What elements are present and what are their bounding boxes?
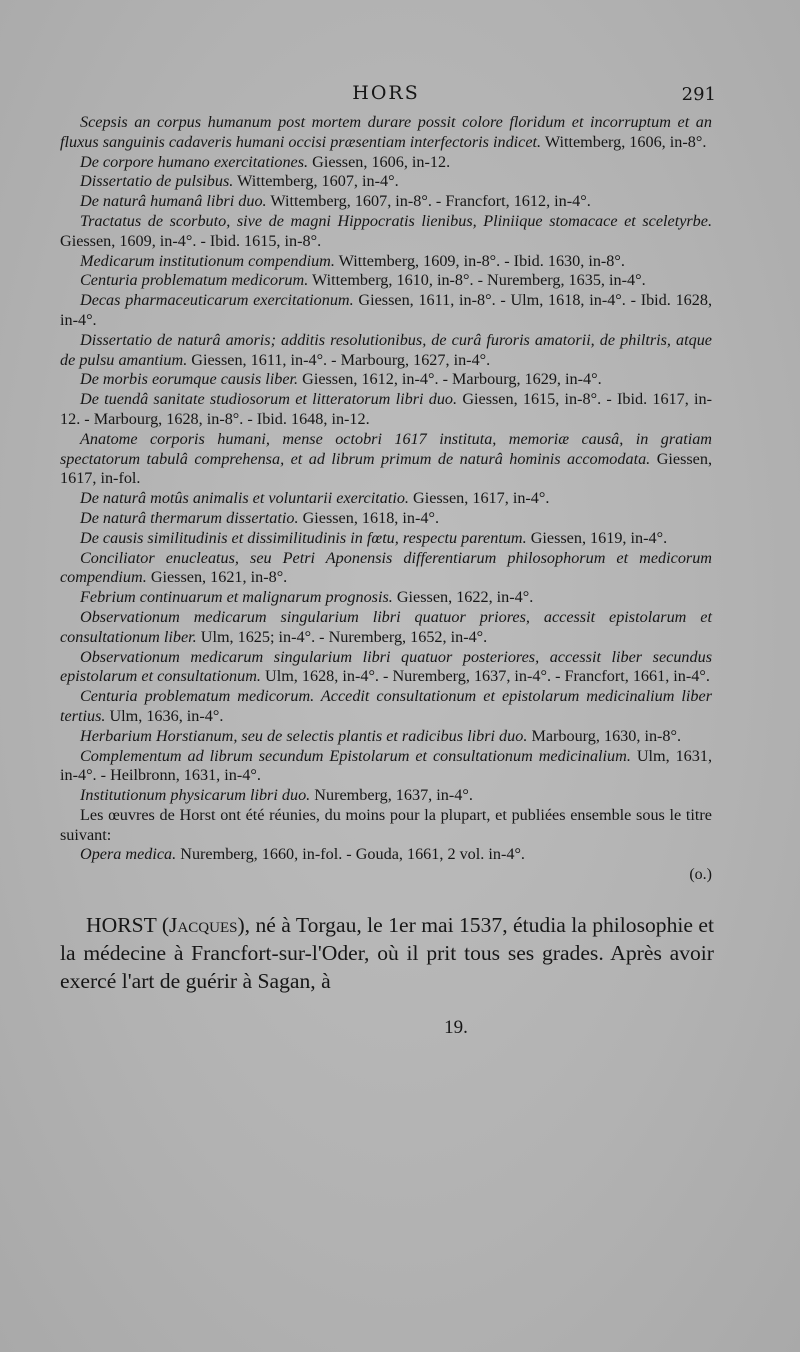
bibliography-entry xyxy=(60,608,712,648)
entry-title: Observationum medicarum singularium libri quatuor priores, accessit epistolarum et consultationum liber. xyxy=(60,607,712,646)
entry-title: Opera medica. xyxy=(80,845,177,864)
bibliography-entry xyxy=(60,786,712,806)
bibliography-entry xyxy=(60,172,712,192)
bibliography-entry xyxy=(60,489,712,509)
bibliography-entry xyxy=(60,529,712,549)
bibliography-entry xyxy=(60,192,712,212)
entry-imprint: Giessen, 1611, in-8°. - Ulm, 1618, in-4°. - Ibid. 1628, in-4°. xyxy=(60,291,712,329)
entry-imprint: Wittemberg, 1607, in-4°. xyxy=(233,172,399,191)
bibliography-entry xyxy=(60,509,712,529)
entry-title: Febrium continuarum et malignarum prognosis. xyxy=(80,588,393,607)
entry-title: Anatome corporis humani, mense octobri 1617 instituta, memoriæ causâ, in gratiam spectatorum tabulâ comprehensa, et ad librum primum de naturâ hominis accomodata. xyxy=(60,429,712,468)
page-number: 291 xyxy=(681,84,716,105)
entry-imprint: Ulm, 1625; in-4°. - Nuremberg, 1652, in-4°. xyxy=(196,627,488,646)
entry-imprint: Giessen, 1612, in-4°. - Marbourg, 1629, in-4°. xyxy=(298,370,602,389)
entry-imprint: Giessen, 1615, in-8°. - Ibid. 1617, in-12. - Marbourg, 1628, in-8°. - Ibid. 1648, in-12. xyxy=(60,390,712,428)
bibliography-entry xyxy=(60,727,712,747)
entry-imprint: Giessen, 1617, in-4°. xyxy=(408,489,550,508)
entry-title: Observationum medicarum singularium libri quatuor posteriores, accessit liber secundus epistolarum et consultationum. xyxy=(60,647,712,686)
entry-imprint: Giessen, 1617, in-fol. xyxy=(60,449,712,488)
bio-text: né à Torgau, le 1er mai 1537, étudia la philosophie et la médecine à Francfort-sur-l'Oder, où il prit tous ses grades. Après avoir exercé l'art de guérir à Sagan, à xyxy=(60,913,714,994)
entry-imprint: Marbourg, 1630, in-8°. xyxy=(527,726,682,745)
entry-imprint: Giessen, 1622, in-4°. xyxy=(392,588,534,607)
page-header xyxy=(60,72,716,112)
bibliography-entry xyxy=(60,588,712,608)
entry-imprint: Wittemberg, 1606, in-8°. xyxy=(541,132,707,151)
entry-title: De morbis eorumque causis liber. xyxy=(80,370,299,389)
bibliography-entry xyxy=(60,370,712,390)
entry-title: Dissertatio de naturâ amoris; additis resolutionibus, de curâ furoris amatorii, de philtris, atque de pulsu amantium. xyxy=(60,330,712,369)
entry-imprint: Ulm, 1636, in-4°. xyxy=(105,706,224,725)
entry-imprint: Ulm, 1631, in-4°. - Heilbronn, 1631, in-4°. xyxy=(60,746,712,785)
entry-imprint: Giessen, 1621, in-8°. xyxy=(146,568,288,587)
entry-imprint: Ulm, 1628, in-4°. - Nuremberg, 1637, in-4°. - Francfort, 1661, in-4°. xyxy=(260,667,710,686)
entry-title: Institutionum physicarum libri duo. xyxy=(80,786,311,805)
bibliography-entry xyxy=(60,390,712,430)
entry-imprint: Wittemberg, 1610, in-8°. - Nuremberg, 1635, in-4°. xyxy=(308,271,646,290)
entry-title: Decas pharmaceuticarum exercitationum. xyxy=(80,291,354,310)
bibliography-entry xyxy=(60,648,712,688)
signature-mark: 19. xyxy=(444,1016,468,1038)
entry-title: De naturâ thermarum dissertatio. xyxy=(80,508,299,527)
entry-title: Medicarum institutionum compendium. xyxy=(80,251,335,270)
bibliography-entry xyxy=(60,331,712,371)
entry-imprint: Giessen, 1611, in-4°. - Marbourg, 1627, in-4°. xyxy=(187,350,491,369)
bibliography-entry xyxy=(60,271,712,291)
bibliography-entry xyxy=(60,252,712,272)
entry-title: Centuria problematum medicorum. xyxy=(80,271,309,290)
biography-paragraph xyxy=(60,911,714,995)
author-signature: (o.) xyxy=(689,866,712,884)
bibliography-entry xyxy=(60,113,712,153)
entry-title: Dissertatio de pulsibus. xyxy=(80,172,234,191)
bibliography-entry xyxy=(60,845,712,865)
bibliography-entry xyxy=(60,687,712,727)
entry-title: De corpore humano exercitationes. xyxy=(80,152,309,171)
entry-title: De naturâ humanâ libri duo. xyxy=(80,192,267,211)
entry-imprint: Giessen, 1609, in-4°. - Ibid. 1615, in-8°. xyxy=(60,231,322,250)
entry-imprint: Les œuvres de Horst ont été réunies, du moins pour la plupart, et publiées ensemble sous le titre suivant: xyxy=(60,805,712,844)
entry-title: Scepsis an corpus humanum post mortem durare possit colore floridum et incorruptum et an fluxus sanguinis cadaveris humani occisi præsentiam interfectoris indicet. xyxy=(60,113,712,151)
entry-title: Herbarium Horstianum, seu de selectis plantis et radicibus libri duo. xyxy=(80,726,528,745)
entry-imprint: Giessen, 1606, in-12. xyxy=(308,152,451,171)
entry-imprint: Giessen, 1618, in-4°. xyxy=(298,508,439,527)
entry-title: Tractatus de scorbuto, sive de magni Hippocratis lienibus, Pliniique stomacace et sceletyrbe. xyxy=(80,211,712,230)
bibliography-entry xyxy=(60,291,712,331)
entry-imprint: Nuremberg, 1637, in-4°. xyxy=(310,786,473,805)
bibliography-list xyxy=(60,113,712,865)
running-head: HORS xyxy=(352,82,420,104)
entry-title: De tuendâ sanitate studiosorum et litteratorum libri duo. xyxy=(80,390,458,409)
entry-imprint: Wittemberg, 1607, in-8°. - Francfort, 1612, in-4°. xyxy=(266,192,591,211)
entry-title: Conciliator enucleatus, seu Petri Aponensis differentiarum philosophorum et medicorum compendium. xyxy=(60,548,712,587)
bibliography-entry xyxy=(60,430,712,489)
bibliography-entry xyxy=(60,549,712,589)
bio-firstname: (Jacques), xyxy=(161,913,251,938)
entry-title: Complementum ad librum secundum Epistolarum et consultationum medicinalium. xyxy=(80,746,631,765)
bio-name: HORST xyxy=(86,913,157,938)
entry-title: De causis similitudinis et dissimilitudinis in fœtu, respectu parentum. xyxy=(80,528,527,547)
entry-title: Centuria problematum medicorum. Accedit consultationum et epistolarum medicinalium liber tertius. xyxy=(60,687,712,725)
bibliography-entry xyxy=(60,747,712,787)
entry-imprint: Giessen, 1619, in-4°. xyxy=(526,528,668,547)
entry-title: De naturâ motûs animalis et voluntarii exercitatio. xyxy=(80,489,409,508)
entry-imprint: Nuremberg, 1660, in-fol. - Gouda, 1661, 2 vol. in-4°. xyxy=(176,845,525,864)
bibliography-entry xyxy=(60,806,712,846)
entry-imprint: Wittemberg, 1609, in-8°. - Ibid. 1630, in-8°. xyxy=(334,251,625,270)
bibliography-entry xyxy=(60,153,712,173)
bibliography-entry xyxy=(60,212,712,252)
